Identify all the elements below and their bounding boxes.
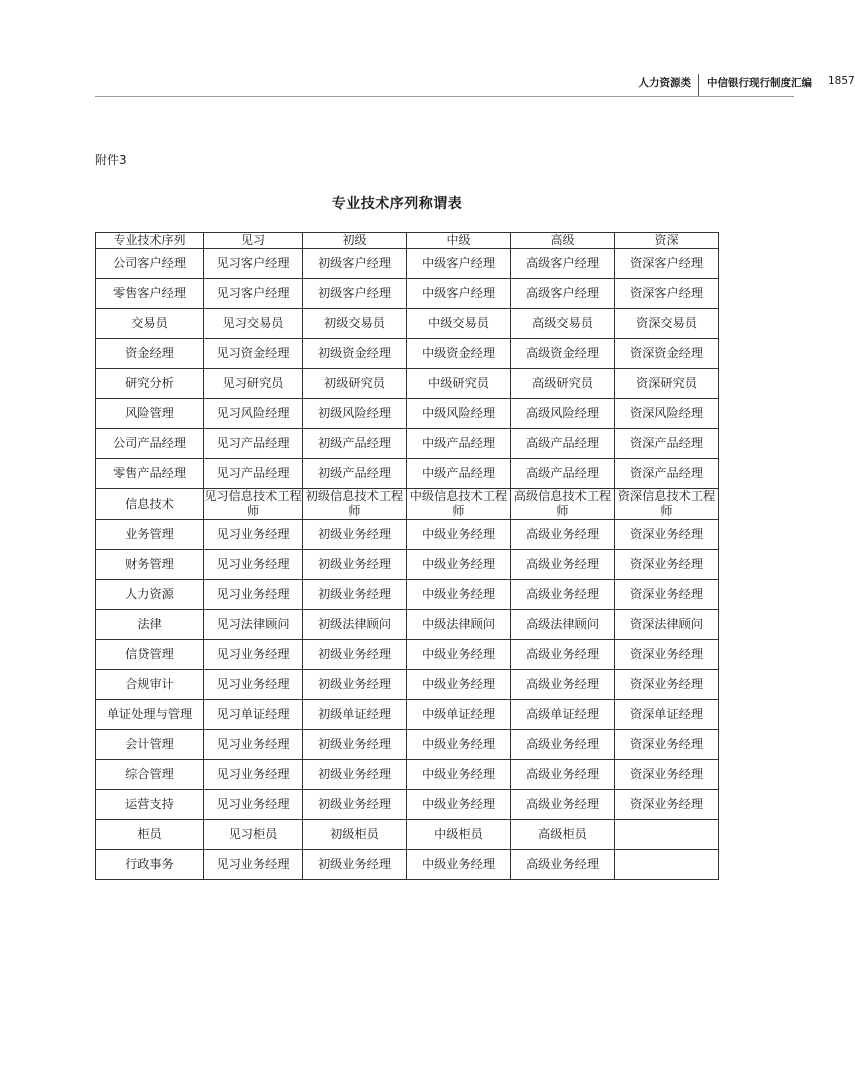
title-cell: 高级法律顾问 (511, 610, 615, 640)
title-cell: 资深产品经理 (615, 459, 719, 489)
title-cell: 高级交易员 (511, 309, 615, 339)
table-row (96, 610, 719, 640)
table-row (96, 489, 719, 520)
title-cell: 见习风险经理 (204, 399, 303, 429)
sequence-name-cell: 业务管理 (96, 520, 204, 550)
table-row (96, 309, 719, 339)
title-cell: 见习业务经理 (204, 670, 303, 700)
title-cell: 资深业务经理 (615, 790, 719, 820)
title-cell: 见习客户经理 (204, 249, 303, 279)
table-row (96, 550, 719, 580)
title-cell: 高级业务经理 (511, 730, 615, 760)
title-cell: 高级客户经理 (511, 279, 615, 309)
title-cell: 初级单证经理 (303, 700, 407, 730)
table-row (96, 850, 719, 880)
title-cell: 中级产品经理 (407, 429, 511, 459)
sequence-name-cell: 财务管理 (96, 550, 204, 580)
title-cell: 初级客户经理 (303, 279, 407, 309)
table-row (96, 339, 719, 369)
title-cell: 高级业务经理 (511, 760, 615, 790)
title-cell: 中级客户经理 (407, 279, 511, 309)
title-cell: 资深产品经理 (615, 429, 719, 459)
title-cell: 见习业务经理 (204, 730, 303, 760)
sequence-name-cell: 综合管理 (96, 760, 204, 790)
title-cell: 初级业务经理 (303, 670, 407, 700)
table-row (96, 429, 719, 459)
title-cell: 高级研究员 (511, 369, 615, 399)
title-cell: 初级业务经理 (303, 850, 407, 880)
title-cell: 见习业务经理 (204, 520, 303, 550)
title-cell: 高级客户经理 (511, 249, 615, 279)
table-row (96, 760, 719, 790)
title-cell: 资深业务经理 (615, 550, 719, 580)
table-row (96, 640, 719, 670)
table-row (96, 279, 719, 309)
table-row (96, 459, 719, 489)
title-cell: 高级单证经理 (511, 700, 615, 730)
title-cell: 初级业务经理 (303, 790, 407, 820)
title-cell: 见习业务经理 (204, 790, 303, 820)
title-cell: 中级单证经理 (407, 700, 511, 730)
title-cell: 高级业务经理 (511, 640, 615, 670)
sequence-name-cell: 信贷管理 (96, 640, 204, 670)
title-cell: 资深业务经理 (615, 640, 719, 670)
title-cell: 中级资金经理 (407, 339, 511, 369)
title-cell: 中级业务经理 (407, 730, 511, 760)
title-cell: 初级客户经理 (303, 249, 407, 279)
title-cell: 高级资金经理 (511, 339, 615, 369)
title-cell: 见习业务经理 (204, 760, 303, 790)
title-cell: 见习业务经理 (204, 850, 303, 880)
title-cell: 资深业务经理 (615, 520, 719, 550)
attachment-label: 附件3 (95, 153, 127, 167)
table-row (96, 399, 719, 429)
title-cell: 初级信息技术工程师 (303, 489, 407, 520)
title-cell: 高级产品经理 (511, 429, 615, 459)
title-cell: 见习产品经理 (204, 429, 303, 459)
header-divider (698, 74, 699, 96)
sequence-name-cell: 运营支持 (96, 790, 204, 820)
title-cell: 中级业务经理 (407, 520, 511, 550)
title-cell: 初级业务经理 (303, 730, 407, 760)
title-cell: 见习研究员 (204, 369, 303, 399)
title-cell: 中级业务经理 (407, 550, 511, 580)
title-cell: 高级业务经理 (511, 850, 615, 880)
sequence-name-cell: 风险管理 (96, 399, 204, 429)
column-header: 初级 (303, 233, 407, 249)
title-cell: 中级柜员 (407, 820, 511, 850)
sequence-name-cell: 柜员 (96, 820, 204, 850)
sequence-name-cell: 人力资源 (96, 580, 204, 610)
title-cell: 资深单证经理 (615, 700, 719, 730)
title-cell: 见习信息技术工程师 (204, 489, 302, 518)
title-cell: 见习柜员 (204, 820, 303, 850)
table-row (96, 820, 719, 850)
title-cell: 中级信息技术工程师 (407, 489, 511, 520)
title-cell: 资深资金经理 (615, 339, 719, 369)
title-cell: 高级业务经理 (511, 550, 615, 580)
table-row (96, 790, 719, 820)
title-cell: 高级业务经理 (511, 670, 615, 700)
title-cell: 资深信息技术工程师 (615, 489, 719, 520)
title-cell: 中级风险经理 (407, 399, 511, 429)
title-cell: 初级产品经理 (303, 429, 407, 459)
title-cell: 见习客户经理 (204, 279, 303, 309)
table-body (96, 249, 719, 880)
table-row (96, 369, 719, 399)
sequence-name-cell: 零售客户经理 (96, 279, 204, 309)
document-title: 专业技术序列称谓表 (331, 196, 463, 212)
sequence-name-cell: 零售产品经理 (96, 459, 204, 489)
title-cell (615, 820, 719, 850)
sequence-name-cell: 会计管理 (96, 730, 204, 760)
title-cell: 中级业务经理 (407, 670, 511, 700)
title-cell: 中级研究员 (407, 369, 511, 399)
sequence-name-cell: 公司客户经理 (96, 249, 204, 279)
title-cell: 初级业务经理 (303, 640, 407, 670)
title-cell: 高级风险经理 (511, 399, 615, 429)
title-cell: 初级柜员 (303, 820, 407, 850)
title-cell: 见习交易员 (204, 309, 303, 339)
table-row (96, 700, 719, 730)
sequence-name-cell: 合规审计 (96, 670, 204, 700)
table-row (96, 580, 719, 610)
table-row (96, 730, 719, 760)
title-cell: 初级交易员 (303, 309, 407, 339)
title-cell: 见习业务经理 (204, 640, 303, 670)
title-cell: 初级研究员 (303, 369, 407, 399)
title-cell (615, 850, 719, 880)
title-cell: 中级业务经理 (407, 760, 511, 790)
title-cell: 资深研究员 (615, 369, 719, 399)
table-header (96, 233, 719, 249)
title-cell: 初级业务经理 (303, 580, 407, 610)
title-cell: 高级业务经理 (511, 790, 615, 820)
title-cell: 中级法律顾问 (407, 610, 511, 640)
title-cell: 见习法律顾问 (204, 610, 303, 640)
title-cell: 资深风险经理 (615, 399, 719, 429)
title-cell: 初级产品经理 (303, 459, 407, 489)
title-cell: 资深业务经理 (615, 670, 719, 700)
sequence-name-cell: 公司产品经理 (96, 429, 204, 459)
table-row (96, 670, 719, 700)
running-header (95, 72, 855, 97)
title-cell: 资深业务经理 (615, 730, 719, 760)
column-header: 资深 (615, 233, 719, 249)
sequence-name-cell: 行政事务 (96, 850, 204, 880)
title-cell: 高级业务经理 (511, 520, 615, 550)
table-row (96, 249, 719, 279)
title-cell: 中级业务经理 (407, 580, 511, 610)
title-cell: 中级交易员 (407, 309, 511, 339)
title-cell: 高级信息技术工程师 (511, 489, 615, 520)
title-cell: 高级产品经理 (511, 459, 615, 489)
column-header: 专业技术序列 (96, 233, 204, 249)
title-cell: 中级业务经理 (407, 850, 511, 880)
title-cell: 资深业务经理 (615, 580, 719, 610)
title-cell: 资深交易员 (615, 309, 719, 339)
header-category: 人力资源类 (638, 77, 691, 89)
column-header: 中级 (407, 233, 511, 249)
sequence-name-cell: 交易员 (96, 309, 204, 339)
title-cell: 初级风险经理 (303, 399, 407, 429)
title-cell: 见习产品经理 (204, 459, 303, 489)
title-cell: 初级业务经理 (303, 550, 407, 580)
title-cell: 资深客户经理 (615, 279, 719, 309)
table-header-row (96, 233, 719, 249)
sequence-name-cell: 法律 (96, 610, 204, 640)
column-header: 见习 (204, 233, 303, 249)
column-header: 高级 (511, 233, 615, 249)
sequence-name-cell: 单证处理与管理 (96, 700, 204, 730)
title-cell: 见习单证经理 (204, 700, 303, 730)
title-cell: 初级业务经理 (303, 520, 407, 550)
title-cell: 初级业务经理 (303, 760, 407, 790)
title-cell: 见习资金经理 (204, 339, 303, 369)
title-cell: 资深法律顾问 (615, 610, 719, 640)
title-table (95, 232, 719, 880)
title-cell: 中级业务经理 (407, 790, 511, 820)
title-cell: 资深客户经理 (615, 249, 719, 279)
title-cell: 中级客户经理 (407, 249, 511, 279)
title-cell: 见习业务经理 (204, 550, 303, 580)
title-cell: 初级法律顾问 (303, 610, 407, 640)
sequence-name-cell: 信息技术 (96, 489, 204, 520)
table-row (96, 520, 719, 550)
sequence-name-cell: 资金经理 (96, 339, 204, 369)
title-cell: 初级资金经理 (303, 339, 407, 369)
title-cell: 见习业务经理 (204, 580, 303, 610)
title-cell: 高级业务经理 (511, 580, 615, 610)
title-cell: 中级产品经理 (407, 459, 511, 489)
page-number: 1857 (828, 75, 855, 87)
sequence-name-cell: 研究分析 (96, 369, 204, 399)
title-cell: 高级柜员 (511, 820, 615, 850)
title-cell: 中级业务经理 (407, 640, 511, 670)
title-cell: 资深业务经理 (615, 760, 719, 790)
header-book-title: 中信银行现行制度汇编 (707, 77, 812, 89)
